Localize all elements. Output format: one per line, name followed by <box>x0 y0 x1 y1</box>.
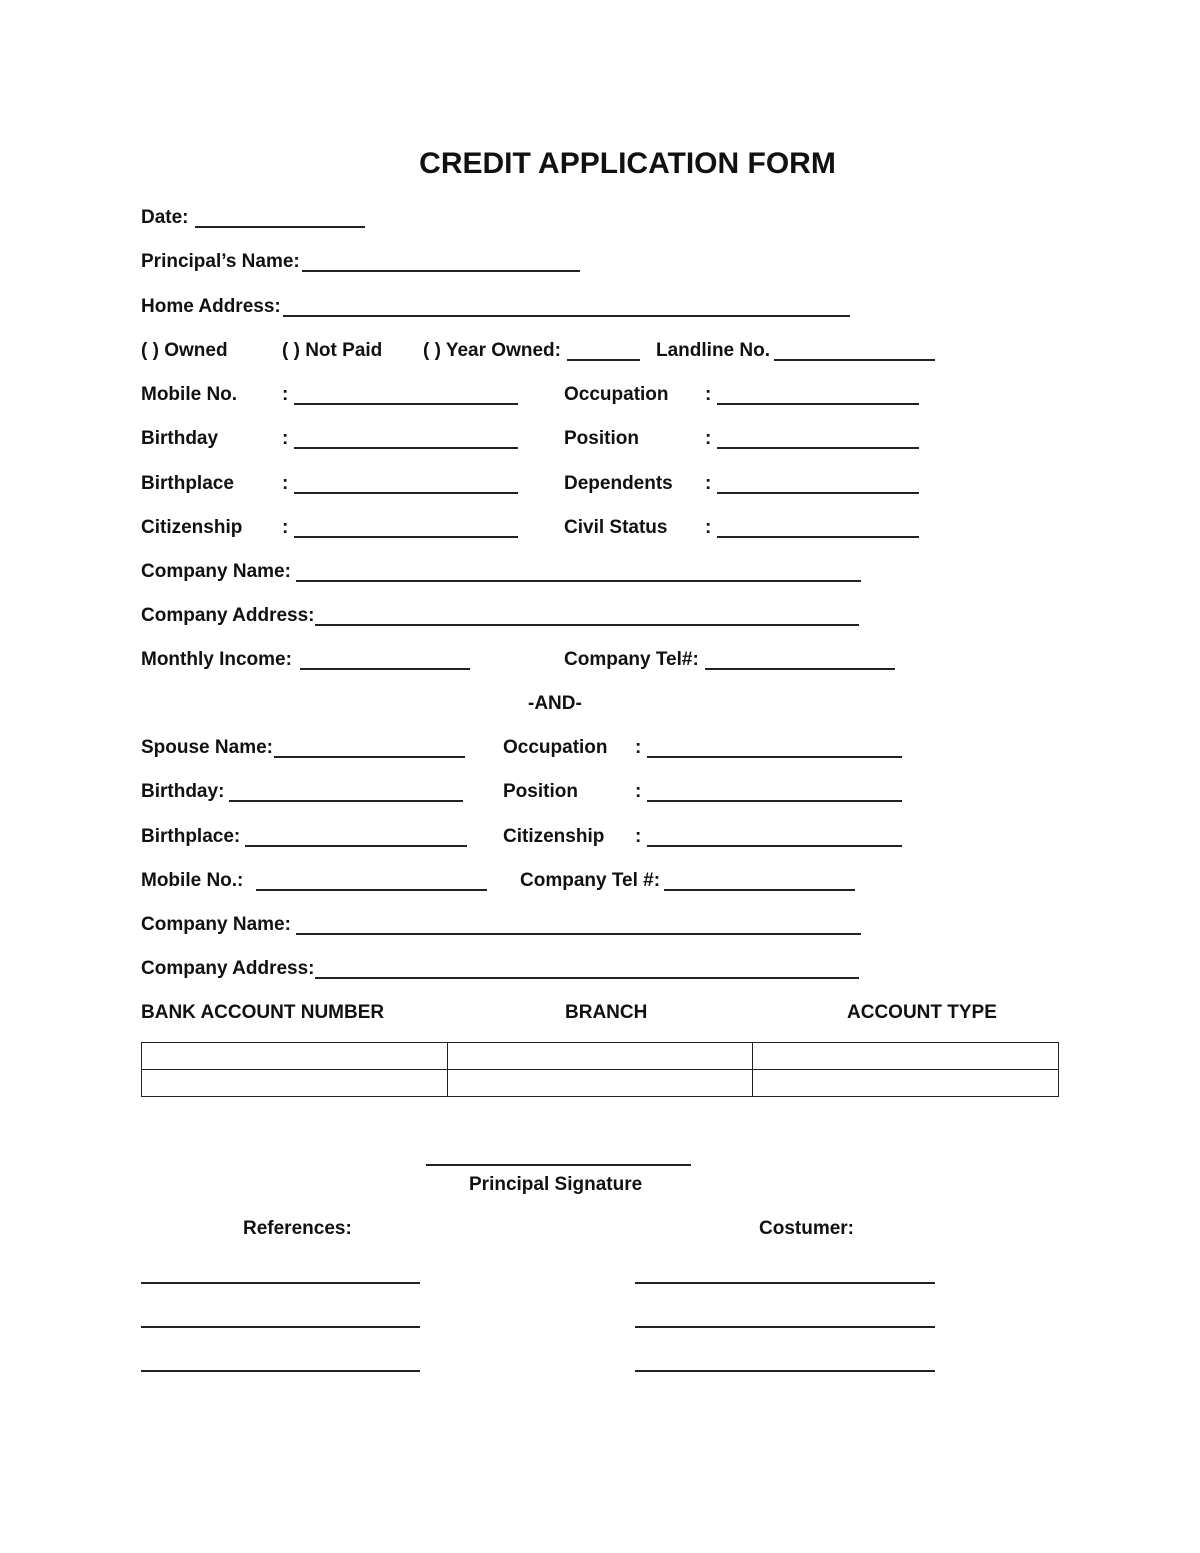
spouse-birthplace-label: Birthplace: <box>141 826 241 847</box>
company-address-field[interactable] <box>315 624 859 626</box>
costumer-line-3[interactable] <box>635 1370 935 1372</box>
year-owned-field[interactable] <box>567 359 640 361</box>
position-label: Position <box>564 428 639 449</box>
colon: : <box>635 826 642 847</box>
colon: : <box>282 384 289 405</box>
branch-header: BRANCH <box>565 1002 648 1023</box>
principal-name-field[interactable] <box>302 270 580 272</box>
spouse-company-tel-field[interactable] <box>664 889 855 891</box>
spouse-birthday-field[interactable] <box>229 800 463 802</box>
monthly-income-field[interactable] <box>300 668 470 670</box>
principal-signature-label: Principal Signature <box>469 1174 643 1195</box>
spouse-occupation-label: Occupation <box>503 737 608 758</box>
spouse-name-label: Spouse Name: <box>141 737 273 758</box>
branch-cell[interactable] <box>447 1070 753 1097</box>
landline-label: Landline No. <box>656 340 770 361</box>
spouse-citizenship-label: Citizenship <box>503 826 605 847</box>
dependents-field[interactable] <box>717 492 919 494</box>
citizenship-field[interactable] <box>294 536 518 538</box>
principal-name-label: Principal’s Name: <box>141 251 300 272</box>
not-paid-option[interactable]: ( ) Not Paid <box>282 340 383 361</box>
colon: : <box>635 737 642 758</box>
date-label: Date: <box>141 207 189 228</box>
company-tel-field[interactable] <box>705 668 895 670</box>
home-address-field[interactable] <box>283 315 850 317</box>
civil-status-label: Civil Status <box>564 517 668 538</box>
company-name-label: Company Name: <box>141 561 291 582</box>
colon: : <box>282 473 289 494</box>
spouse-company-address-field[interactable] <box>315 977 859 979</box>
colon: : <box>282 517 289 538</box>
spouse-position-field[interactable] <box>647 800 902 802</box>
spouse-position-label: Position <box>503 781 578 802</box>
spouse-company-address-label: Company Address: <box>141 958 315 979</box>
spouse-mobile-label: Mobile No.: <box>141 870 244 891</box>
colon: : <box>705 517 712 538</box>
bank-account-table <box>141 1042 1059 1097</box>
mobile-label: Mobile No. <box>141 384 238 405</box>
birthplace-field[interactable] <box>294 492 518 494</box>
occupation-field[interactable] <box>717 403 919 405</box>
colon: : <box>282 428 289 449</box>
spouse-name-field[interactable] <box>274 756 465 758</box>
company-address-label: Company Address: <box>141 605 315 626</box>
birthday-label: Birthday <box>141 428 219 449</box>
year-owned-option[interactable]: ( ) Year Owned: <box>423 340 561 361</box>
landline-field[interactable] <box>774 359 935 361</box>
principal-signature-line[interactable] <box>426 1164 691 1166</box>
account-type-cell[interactable] <box>753 1070 1059 1097</box>
colon: : <box>705 428 712 449</box>
mobile-field[interactable] <box>294 403 518 405</box>
civil-status-field[interactable] <box>717 536 919 538</box>
costumer-label: Costumer: <box>759 1218 855 1239</box>
bank-account-number-header: BANK ACCOUNT NUMBER <box>141 1002 385 1023</box>
reference-line-2[interactable] <box>141 1326 420 1328</box>
birthplace-label: Birthplace <box>141 473 234 494</box>
bank-account-number-cell[interactable] <box>142 1070 448 1097</box>
home-address-label: Home Address: <box>141 296 281 317</box>
spouse-birthday-label: Birthday: <box>141 781 225 802</box>
spouse-citizenship-field[interactable] <box>647 845 902 847</box>
table-row <box>142 1070 1059 1097</box>
costumer-line-1[interactable] <box>635 1282 935 1284</box>
spouse-birthplace-field[interactable] <box>245 845 467 847</box>
account-type-cell[interactable] <box>753 1043 1059 1070</box>
bank-account-number-cell[interactable] <box>142 1043 448 1070</box>
owned-option[interactable]: ( ) Owned <box>141 340 228 361</box>
colon: : <box>705 473 712 494</box>
and-separator: -AND- <box>528 693 582 714</box>
colon: : <box>705 384 712 405</box>
spouse-company-name-field[interactable] <box>296 933 861 935</box>
costumer-line-2[interactable] <box>635 1326 935 1328</box>
company-tel-label: Company Tel#: <box>564 649 699 670</box>
form-title: CREDIT APPLICATION FORM <box>419 147 836 180</box>
branch-cell[interactable] <box>447 1043 753 1070</box>
reference-line-1[interactable] <box>141 1282 420 1284</box>
dependents-label: Dependents <box>564 473 673 494</box>
spouse-occupation-field[interactable] <box>647 756 902 758</box>
occupation-label: Occupation <box>564 384 669 405</box>
spouse-company-tel-label: Company Tel #: <box>520 870 661 891</box>
monthly-income-label: Monthly Income: <box>141 649 292 670</box>
spouse-mobile-field[interactable] <box>256 889 487 891</box>
spouse-company-name-label: Company Name: <box>141 914 291 935</box>
colon: : <box>635 781 642 802</box>
company-name-field[interactable] <box>296 580 861 582</box>
table-row <box>142 1043 1059 1070</box>
position-field[interactable] <box>717 447 919 449</box>
citizenship-label: Citizenship <box>141 517 243 538</box>
references-label: References: <box>243 1218 352 1239</box>
date-field[interactable] <box>195 226 365 228</box>
account-type-header: ACCOUNT TYPE <box>847 1002 997 1023</box>
reference-line-3[interactable] <box>141 1370 420 1372</box>
birthday-field[interactable] <box>294 447 518 449</box>
